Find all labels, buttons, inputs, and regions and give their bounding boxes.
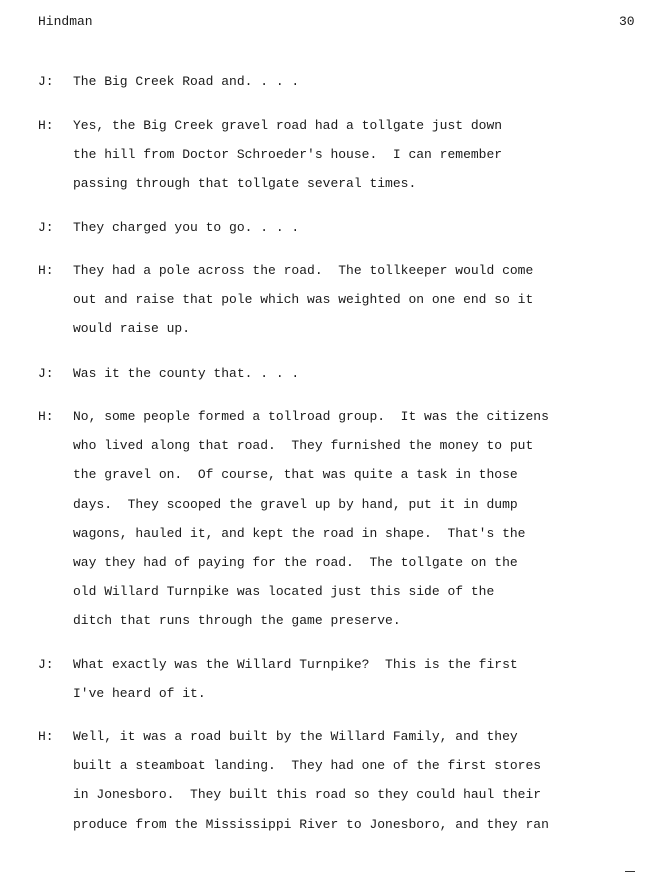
speaker-label: J: bbox=[38, 366, 54, 381]
speaker-label: H: bbox=[38, 409, 54, 424]
speaker-label: J: bbox=[38, 220, 54, 235]
text-line: way they had of paying for the road. The tollgate on the bbox=[73, 554, 518, 570]
text-line: Yes, the Big Creek gravel road had a tollgate just down bbox=[73, 118, 503, 133]
text-line: built a steamboat landing. They had one of the first stores bbox=[73, 758, 542, 774]
text-line: ditch that runs through the game preserve. bbox=[73, 613, 401, 629]
speaker-label: H: bbox=[38, 729, 54, 744]
text-line: Well, it was a road built by the Willard Family, and they bbox=[73, 729, 518, 744]
text-line: would raise up. bbox=[73, 321, 191, 337]
text-line: No, some people formed a tollroad group. It was the citizens bbox=[73, 409, 549, 424]
text-line: They had a pole across the road. The tollkeeper would come bbox=[73, 263, 534, 278]
entry-text bbox=[73, 409, 618, 643]
text-line: out and raise that pole which was weighted on one end so it bbox=[73, 292, 534, 308]
text-line: produce from the Mississippi River to Jonesboro, and they ran bbox=[73, 816, 549, 832]
speaker-label: H: bbox=[38, 263, 54, 278]
page-edge-mark bbox=[625, 871, 635, 872]
page-number: 30 bbox=[619, 14, 635, 29]
text-line: days. They scooped the gravel up by hand, put it in dump bbox=[73, 496, 518, 512]
entry-text bbox=[73, 366, 618, 395]
text-line: I've heard of it. bbox=[73, 686, 206, 702]
entry-text bbox=[73, 729, 618, 846]
text-line: in Jonesboro. They built this road so they could haul their bbox=[73, 787, 542, 803]
speaker-label: J: bbox=[38, 74, 54, 89]
text-line: Was it the county that. . . . bbox=[73, 366, 300, 381]
text-line: the gravel on. Of course, that was quite a task in those bbox=[73, 467, 518, 483]
text-line: who lived along that road. They furnished the money to put bbox=[73, 438, 534, 454]
entry-text bbox=[73, 657, 618, 715]
entry-text bbox=[73, 118, 618, 206]
text-line: What exactly was the Willard Turnpike? This is the first bbox=[73, 657, 518, 672]
speaker-label: J: bbox=[38, 657, 54, 672]
text-line: They charged you to go. . . . bbox=[73, 220, 300, 235]
entry-text bbox=[73, 263, 618, 351]
entry-text bbox=[73, 220, 618, 249]
page-header-name: Hindman bbox=[38, 14, 93, 29]
text-line: the hill from Doctor Schroeder's house. I can remember bbox=[73, 147, 503, 163]
text-line: wagons, hauled it, and kept the road in shape. That's the bbox=[73, 525, 526, 541]
text-line: passing through that tollgate several times. bbox=[73, 176, 417, 192]
text-line: The Big Creek Road and. . . . bbox=[73, 74, 300, 89]
text-line: old Willard Turnpike was located just this side of the bbox=[73, 584, 495, 600]
speaker-label: H: bbox=[38, 118, 54, 133]
entry-text bbox=[73, 74, 618, 103]
